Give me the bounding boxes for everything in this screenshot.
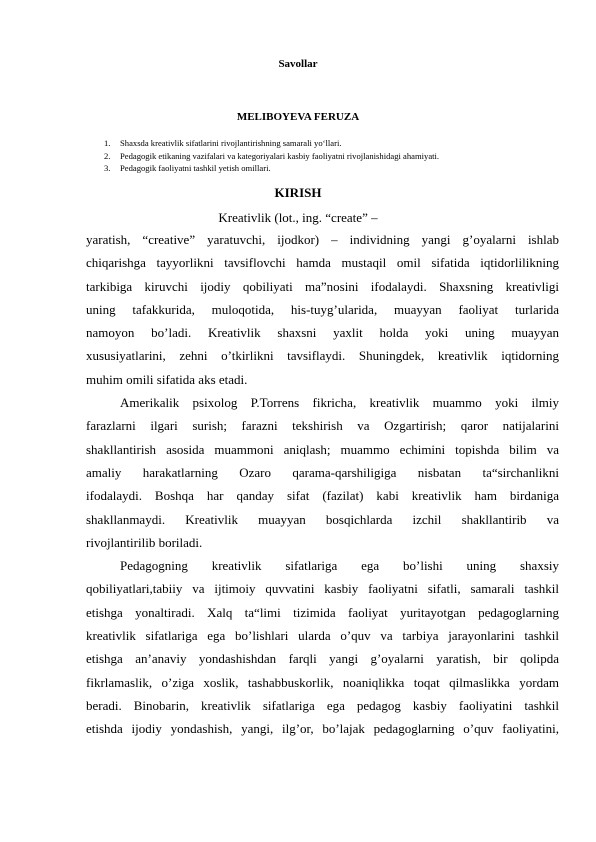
- list-item: [104, 137, 439, 150]
- list-number: 3.: [104, 163, 111, 174]
- list-item-text: Shaxsda kreativlik sifatlarini rivojlantirishning samarali yo‘llari.: [120, 138, 342, 148]
- text-line: Pedagogning kreativlik sifatlariga ega bo’lishi uning shaxsiy: [120, 558, 559, 574]
- text-line: shakllanmaydi. Kreativlik muayyan bosqichlarda izchil shakllantirib va: [86, 511, 559, 527]
- list-item: [104, 162, 439, 175]
- text-line: etishda ijodiy yondashish, yangi, ilg’or, bo’lajak pedagoglarning o’quv faoliyatini,: [86, 721, 559, 737]
- text-line: uning tafakkurida, muloqotida, his-tuyg’ularida, muayyan faoliyat turlarida: [86, 301, 559, 317]
- page-title: Savollar: [278, 58, 318, 70]
- list-item-text: Pedagogik etikaning vazifalari va kategoriyalari kasbiy faoliyatni rivojlanishidagi ahamiyati.: [120, 150, 440, 161]
- text-line: namoyon bo’ladi. Kreativlik shaxsni yaxlit holda yoki uning muayyan: [86, 325, 559, 341]
- text-line: fikrlamaslik, o’ziga xoslik, tashabbuskorlik, noaniqlikka toqat qilmaslikka yordam: [86, 674, 559, 690]
- text-line: etishga yonaltiradi. Xalq ta“limi tizimida faoliyat yuritayotgan pedagoglarning: [86, 604, 559, 620]
- text-line: chiqarishga tayyorlikni tavsiflovchi hamda mustaqil omil sifatida iqtidorlilikning: [86, 255, 559, 271]
- text-line: rivojlantirilib boriladi.: [86, 534, 203, 550]
- paragraph: [86, 228, 559, 391]
- text-line: yaratish, “creative” yaratuvchi, ijodkor) – individning yangi g’oyalarni ishlab: [86, 232, 559, 247]
- paragraph: [86, 391, 559, 554]
- text-line: xususiyatlarini, zehni o’tkirlikni tavsiflaydi. Shuningdek, kreativlik iqtidorning: [86, 348, 559, 364]
- text-line: farazlarni ilgari surish; farazni tekshirish va Ozgartirish; qaror natijalarini: [86, 418, 559, 434]
- text-line: beradi. Binobarin, kreativlik sifatlariga ega pedagog kasbiy faoliyatini tashkil: [86, 697, 559, 713]
- text-line: Amerikalik psixolog P.Torrens fikricha, kreativlik muammo yoki ilmiy: [120, 395, 559, 411]
- text-line: muhim omili sifatida aks etadi.: [86, 371, 248, 387]
- text-line: kreativlik sifatlariga ega bo’lishlari ularda o’quv va tarbiya jarayonlarini tashkil: [86, 628, 559, 644]
- text-line: ifodalaydi. Boshqa har qanday sifat (fazilat) kabi kreativlik ham birdaniga: [86, 488, 559, 504]
- list-number: 2.: [104, 150, 111, 161]
- text-line: etishga an’anaviy yondashishdan farqli yangi g’oyalarni yaratish, bir qolipda: [86, 651, 559, 667]
- section-heading: KIRISH: [274, 185, 322, 200]
- text-line: shakllantirish asosida muammoni aniqlash; muammo echimini topishda bilim va: [86, 441, 559, 457]
- paragraph: [86, 554, 559, 740]
- author-name: MELIBOYEVA FERUZA: [236, 111, 360, 123]
- text-line: qobiliyatlari,tabiiy va ijtimoiy quvvatini kasbiy faoliyatni sifatli, samarali tashkil: [86, 581, 559, 597]
- list-item: [104, 150, 439, 163]
- text-line: amaliy harakatlarning Ozaro qarama-qarshiligiga nisbatan ta“sirchanlikni: [86, 464, 559, 480]
- list-number: 1.: [104, 138, 111, 148]
- intro-line: Kreativlik (lot., ing. “create” –: [218, 210, 378, 225]
- body-text: [86, 228, 559, 741]
- list-item-text: Pedagogik faoliyatni tashkil yetish omillari.: [120, 163, 271, 174]
- text-line: tarkibiga kiruvchi ijodiy qobiliyati ma”nosini ifodalaydi. Shaxsning kreativligi: [86, 278, 559, 294]
- question-list: [104, 137, 439, 175]
